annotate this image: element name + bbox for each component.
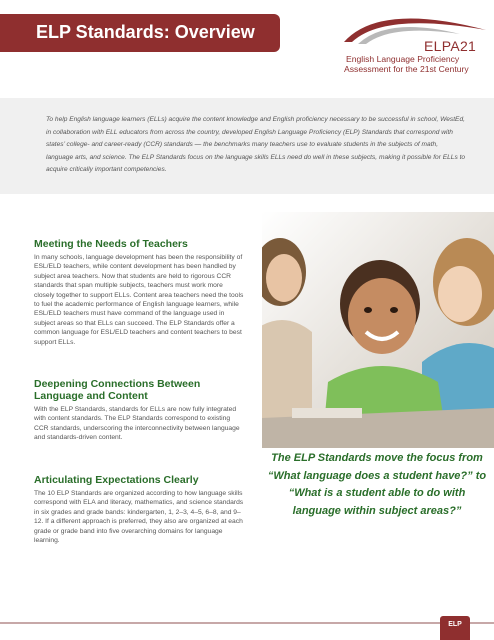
section-body: The 10 ELP Standards are organized according to how language skills correspond with ELA and literacy, mathematics, and science standards in six grades and grade bands: kindergarten, 1, 2–3, 4–5, 6–8, and 9–12. If a different approach is preferred, they also are organized at each grade or grade band into five overarching domains for language learning.: [34, 490, 244, 545]
section-articulating-expectations: [34, 474, 244, 545]
section-body: In many schools, language development has been the responsibility of ESL/ELD teachers, while content development has been handled by subject area teachers. Now that students are held to rigorous CCR standards that span multiple subjects, teachers must work more closely together to support ELLs. Content area teachers need the tools to fuel the academic performance of English language learners, while ESL/ELD teachers must have command of the language used in subject areas so that ELLs can succeed. The ELP Standards offer a common language for ESL/ELD teachers and content teachers to best support ELLs.: [34, 254, 244, 346]
section-deepening-connections: [34, 378, 244, 443]
logo-tagline-1: English Language Proficiency: [346, 54, 460, 64]
students-photo: [262, 212, 494, 448]
footer-rule: [0, 622, 494, 624]
intro-text: To help English language learners (ELLs) acquire the content knowledge and English proficiency necessary to be successful in school, WestEd, in collaboration with ELL educators from across the country, developed English Language Proficiency (ELP) Standards that correspond with states’ college- and career-ready (CCR) standards — the benchmarks many teachers use to evaluate students in the subjects of math, language arts, and science. The ELP Standards focus on the language skills ELLs need do well in these subjects, making it possible for ELLs to acquire critically important competencies.: [46, 116, 466, 173]
pull-quote: The ELP Standards move the focus from “What language does a student have?” to “What is a student able to do with language within subject areas?”: [267, 452, 487, 517]
logo-name: ELPA21: [424, 38, 477, 54]
section-heading: Deepening Connections Between Language and Content: [34, 378, 201, 402]
page-title: ELP Standards: Overview: [36, 22, 255, 42]
section-heading: Articulating Expectations Clearly: [34, 474, 199, 486]
intro-band: [0, 98, 494, 194]
title-banner: [0, 14, 280, 52]
footer-tab: [440, 616, 470, 640]
section-body: With the ELP Standards, standards for ELLs are now fully integrated with content standards. The ELP Standards correspond to existing CCR standards, underscoring the interconnectivity between language and standards-driven content.: [34, 406, 240, 442]
elpa21-logo: [330, 8, 490, 78]
section-heading: Meeting the Needs of Teachers: [34, 238, 188, 250]
logo-tagline-2: Assessment for the 21st Century: [344, 64, 469, 74]
footer-tab-label: ELP: [448, 621, 462, 628]
section-meeting-needs: [34, 238, 244, 347]
